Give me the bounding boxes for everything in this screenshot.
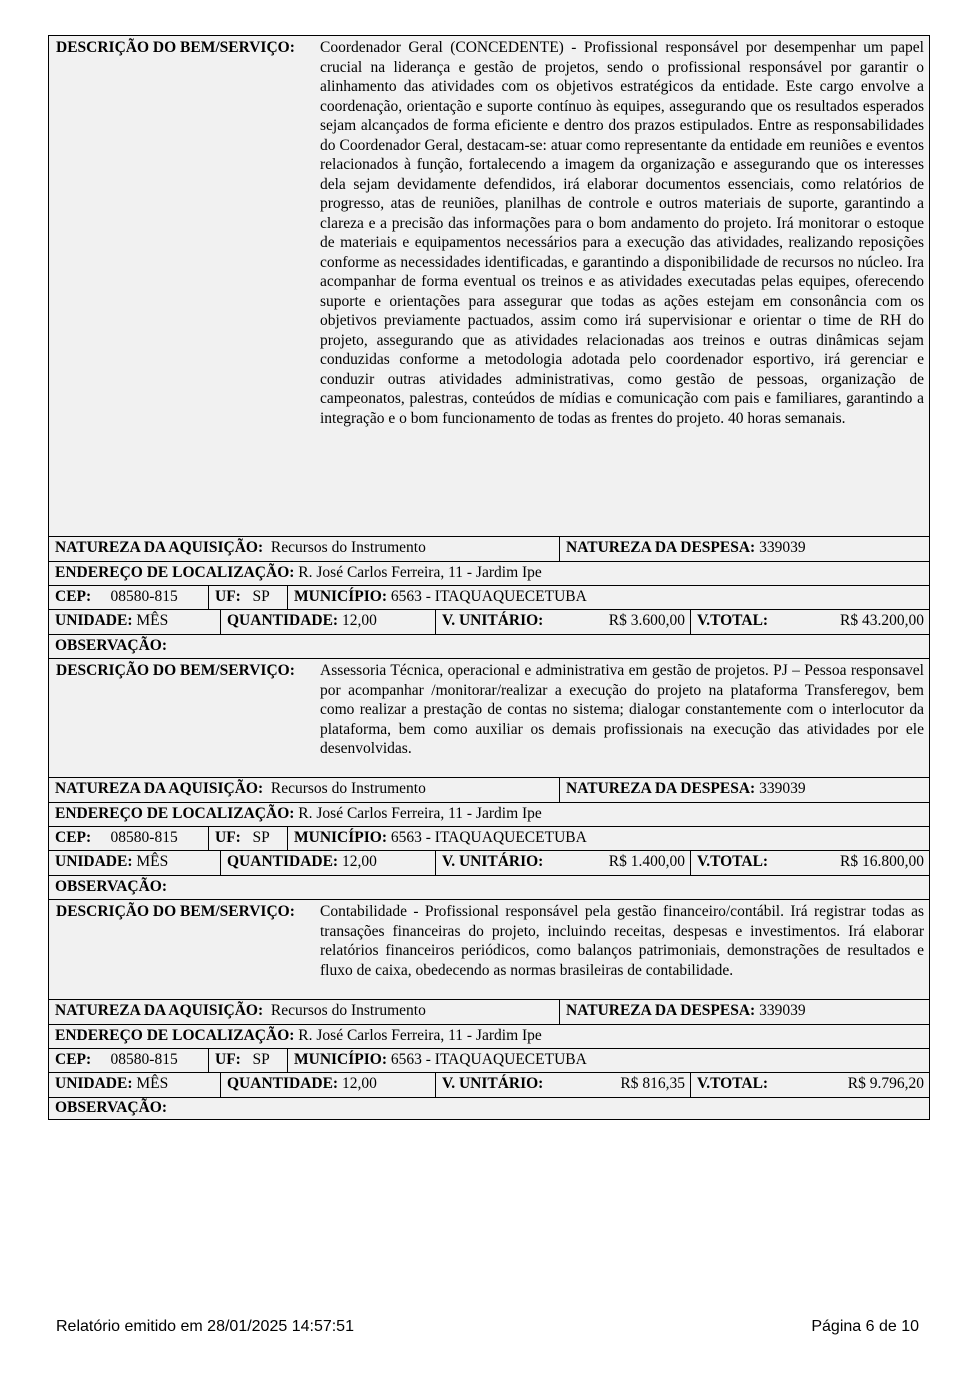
municipality-label: MUNICÍPIO: [294, 829, 387, 846]
budget-item-1 [48, 35, 930, 654]
cep-value: 08580-815 [110, 588, 178, 605]
cep-cell [49, 586, 208, 609]
uf-value: SP [252, 829, 270, 846]
address-row [48, 1024, 930, 1049]
uf-value: SP [252, 1051, 270, 1068]
unit-price-value: R$ 816,35 [620, 1075, 685, 1092]
unit-price-value: R$ 1.400,00 [608, 853, 685, 870]
uf-cell [208, 1049, 287, 1072]
budget-item-3 [48, 899, 930, 1116]
uf-label: UF: [215, 829, 241, 846]
unit-price-label: V. UNITÁRIO: [442, 612, 544, 629]
total-label: V.TOTAL: [697, 1075, 769, 1092]
observation-row [48, 634, 930, 659]
address-label: ENDEREÇO DE LOCALIZAÇÃO: [55, 1027, 295, 1044]
values-row [48, 850, 930, 876]
municipality-value: 6563 - ITAQUAQUECETUBA [390, 588, 587, 605]
unit-label: UNIDADE: [55, 1075, 133, 1092]
total-cell [690, 1073, 929, 1097]
address-label: ENDEREÇO DE LOCALIZAÇÃO: [55, 564, 295, 581]
unit-price-label: V. UNITÁRIO: [442, 1075, 544, 1092]
acquisition-nature-label: NATUREZA DA AQUISIÇÃO: [55, 1002, 264, 1019]
description-row [48, 35, 930, 537]
quantity-value: 12,00 [341, 1075, 377, 1092]
address-row [48, 802, 930, 827]
uf-label: UF: [215, 588, 241, 605]
expense-nature-value: 339039 [759, 780, 806, 797]
total-label: V.TOTAL: [697, 853, 769, 870]
cep-label: CEP: [55, 829, 92, 846]
cep-value: 08580-815 [110, 1051, 178, 1068]
municipality-label: MUNICÍPIO: [294, 588, 387, 605]
address-label: ENDEREÇO DE LOCALIZAÇÃO: [55, 805, 295, 822]
municipality-value: 6563 - ITAQUAQUECETUBA [390, 1051, 587, 1068]
expense-nature-value: 339039 [759, 1002, 806, 1019]
unit-label: UNIDADE: [55, 853, 133, 870]
expense-nature-label: NATUREZA DA DESPESA: [566, 780, 756, 797]
total-value: R$ 9.796,20 [847, 1075, 924, 1092]
address-cell [49, 562, 929, 585]
unit-price-cell [435, 1073, 690, 1097]
description-label: DESCRIÇÃO DO BEM/SERVIÇO: [56, 662, 295, 679]
location-row [48, 1048, 930, 1073]
acquisition-nature-value: Recursos do Instrumento [270, 1002, 426, 1019]
quantity-cell [220, 610, 435, 634]
total-value: R$ 43.200,00 [840, 612, 924, 629]
observation-cell [49, 1098, 929, 1119]
observation-row [48, 1097, 930, 1120]
quantity-value: 12,00 [341, 853, 377, 870]
budget-item-2 [48, 658, 930, 895]
municipality-cell [287, 1049, 929, 1072]
expense-nature-cell [559, 778, 929, 802]
unit-value: MÊS [136, 612, 169, 629]
expense-nature-label: NATUREZA DA DESPESA: [566, 539, 756, 556]
quantity-cell [220, 851, 435, 875]
location-row [48, 826, 930, 851]
quantity-value: 12,00 [341, 612, 377, 629]
acquisition-nature-label: NATUREZA DA AQUISIÇÃO: [55, 539, 264, 556]
total-value: R$ 16.800,00 [840, 853, 924, 870]
values-row [48, 609, 930, 635]
description-label: DESCRIÇÃO DO BEM/SERVIÇO: [56, 903, 295, 920]
total-cell [690, 610, 929, 634]
acquisition-nature-value: Recursos do Instrumento [270, 539, 426, 556]
acquisition-nature-cell [49, 778, 559, 802]
quantity-label: QUANTIDADE: [227, 853, 339, 870]
unit-value: MÊS [136, 853, 169, 870]
page-number: Página 6 de 10 [811, 1318, 919, 1335]
acquisition-nature-cell [49, 537, 559, 561]
acquisition-nature-value: Recursos do Instrumento [270, 780, 426, 797]
expense-nature-cell [559, 537, 929, 561]
acquisition-nature-cell [49, 1000, 559, 1024]
cep-cell [49, 827, 208, 850]
municipality-cell [287, 586, 929, 609]
location-row [48, 585, 930, 610]
uf-cell [208, 827, 287, 850]
cep-value: 08580-815 [110, 829, 178, 846]
unit-value: MÊS [136, 1075, 169, 1092]
uf-value: SP [252, 588, 270, 605]
unit-price-cell [435, 610, 690, 634]
nature-row [48, 999, 930, 1025]
municipality-cell [287, 827, 929, 850]
expense-nature-value: 339039 [759, 539, 806, 556]
quantity-cell [220, 1073, 435, 1097]
quantity-label: QUANTIDADE: [227, 612, 339, 629]
uf-label: UF: [215, 1051, 241, 1068]
report-emitted-footer: Relatório emitido em 28/01/2025 14:57:51 [56, 1318, 354, 1335]
municipality-label: MUNICÍPIO: [294, 1051, 387, 1068]
observation-label: OBSERVAÇÃO: [55, 878, 167, 895]
description-text: Contabilidade - Profissional responsável pela gestão financeiro/contábil. Irá registrar todas as transações financeiras do projeto, incluindo receitas, despesas e investimentos. Irá elaborar relatórios financeiros periódicos, como balanços patrimoniais, demonstrações de resultados e fluxo de caixa, obedecendo as normas brasileiras de contabilidade. [320, 903, 924, 979]
observation-row [48, 875, 930, 900]
observation-cell [49, 635, 929, 658]
description-text: Assessoria Técnica, operacional e administrativa em gestão de projetos. PJ – Pessoa responsavel por acompanhar /monitorar/realizar a execução do projeto na plataforma Transferegov, bem como realizar a prestação de contas no sistema; dialogar constantemente com o interlocutor da plataforma, bem como auxiliar os demais profissionais na execução das atividades por ele desenvolvidas. [320, 662, 924, 757]
address-value: R. José Carlos Ferreira, 11 - Jardim Ipe [298, 805, 542, 822]
description-text: Coordenador Geral (CONCEDENTE) - Profissional responsável por desempenhar um papel crucial na liderança e gestão de projetos, sendo o profissional responsável por garantir o alinhamento das atividades com os objetivos estratégicos da entidade. Este cargo envolve a coordenação, orientação e suporte contínuo às equipes, assegurando que os resultados esperados sejam alcançados de forma eficiente e dentro dos prazos estipulados. Entre as responsabilidades do Coordenador Geral, destacam-se: atuar como representante da entidade em reuniões e eventos relacionados à função, fortalecendo a imagem da organização e assegurando que os interesses dela sejam devidamente defendidos, irá elaborar documentos essenciais, como relatórios de progresso, atas de reuniões, planilhas de controle e outros materiais de suporte, garantindo a clareza e a precisão das informações para o bom andamento do projeto. Irá monitorar o estoque de materiais e equipamentos necessários para a execução das atividades, realizando reposições conforme as necessidades identificadas, e garantindo a disponibilidade de recursos no núcleo. Ira acompanhar de forma eventual os treinos e as atividades executadas pelas equipes, oferecendo suporte e orientações para assegurar que todas as ações estejam em consonância com os objetivos previamente pactuados, assim como irá supervisionar e orientar o time de RH do projeto, assegurando que as atividades relacionadas aos treinos e outras dinâmicas sejam conduzidas conforme a metodologia adotada pelo coordenador esportivo, irá gerenciar e conduzir outras atividades administrativas, como gestão de pessoas, organização de campeonatos, palestras, conteúdos de mídias e comunicação com pais e familiares, garantindo a integração e o bom funcionamento de todas as frentes do projeto. 40 horas semanais. [320, 39, 924, 427]
municipality-value: 6563 - ITAQUAQUECETUBA [390, 829, 587, 846]
cep-cell [49, 1049, 208, 1072]
unit-label: UNIDADE: [55, 612, 133, 629]
address-row [48, 561, 930, 586]
address-value: R. José Carlos Ferreira, 11 - Jardim Ipe [298, 564, 542, 581]
quantity-label: QUANTIDADE: [227, 1075, 339, 1092]
observation-label: OBSERVAÇÃO: [55, 637, 167, 654]
unit-price-label: V. UNITÁRIO: [442, 853, 544, 870]
observation-cell [49, 876, 929, 899]
address-cell [49, 1025, 929, 1048]
observation-label: OBSERVAÇÃO: [55, 1099, 167, 1116]
nature-row [48, 777, 930, 803]
address-cell [49, 803, 929, 826]
unit-cell [49, 851, 220, 875]
description-row [48, 899, 930, 1000]
total-cell [690, 851, 929, 875]
unit-cell [49, 1073, 220, 1097]
description-label: DESCRIÇÃO DO BEM/SERVIÇO: [56, 39, 295, 56]
values-row [48, 1072, 930, 1098]
unit-price-cell [435, 851, 690, 875]
expense-nature-cell [559, 1000, 929, 1024]
cep-label: CEP: [55, 1051, 92, 1068]
acquisition-nature-label: NATUREZA DA AQUISIÇÃO: [55, 780, 264, 797]
uf-cell [208, 586, 287, 609]
expense-nature-label: NATUREZA DA DESPESA: [566, 1002, 756, 1019]
unit-cell [49, 610, 220, 634]
total-label: V.TOTAL: [697, 612, 769, 629]
cep-label: CEP: [55, 588, 92, 605]
unit-price-value: R$ 3.600,00 [608, 612, 685, 629]
description-row [48, 658, 930, 778]
nature-row [48, 536, 930, 562]
address-value: R. José Carlos Ferreira, 11 - Jardim Ipe [298, 1027, 542, 1044]
